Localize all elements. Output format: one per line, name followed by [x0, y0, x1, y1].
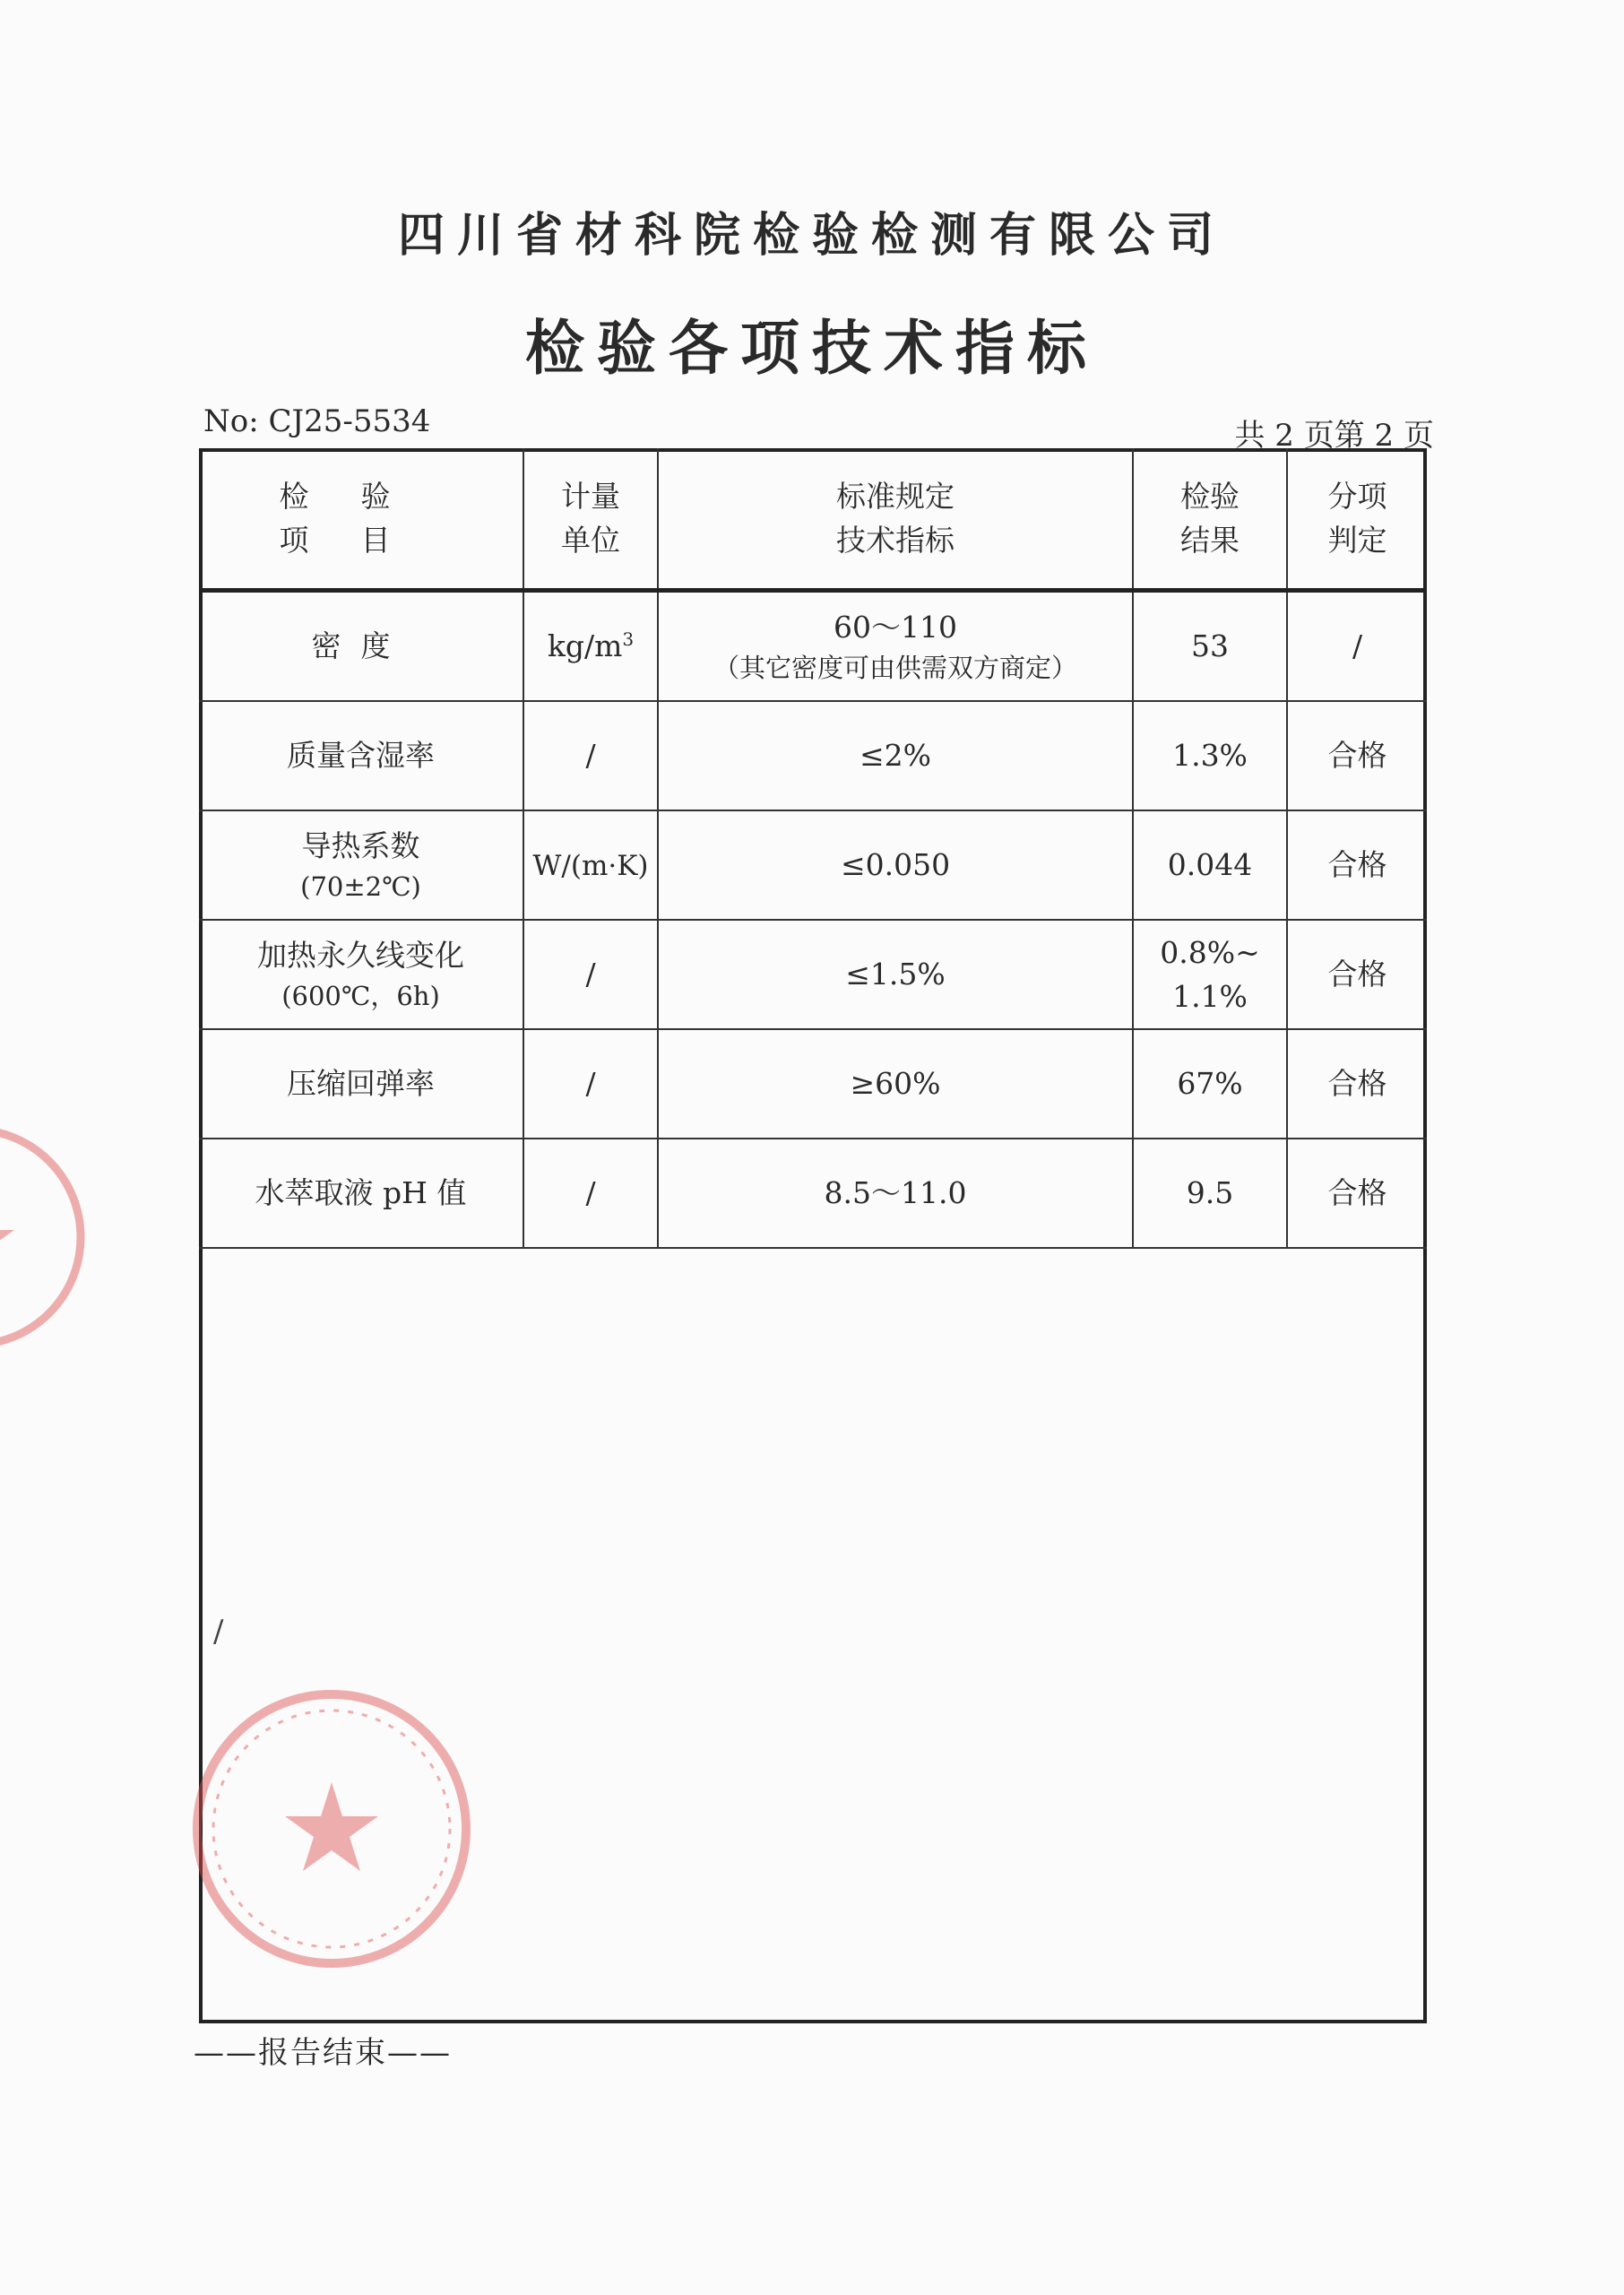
table-row [199, 701, 1427, 810]
spec-table [199, 448, 1427, 1249]
cell-result: 9.5 [1133, 1139, 1287, 1248]
cell-item: 质量含湿率 [199, 701, 523, 810]
cell-result: 1.3% [1133, 701, 1287, 810]
company-name: 四川省材科院检验检测有限公司 [397, 208, 1226, 263]
report-end-marker: ——报告结束—— [194, 2035, 452, 2071]
cell-judgement: / [1287, 591, 1427, 702]
page-indicator: 共 2 页第 2 页 [1234, 418, 1434, 454]
cell-item: 水萃取液 pH 值 [199, 1139, 523, 1248]
cell-spec: ≤1.5% [658, 920, 1133, 1029]
cell-unit: / [523, 920, 658, 1029]
cell-result: 0.044 [1133, 810, 1287, 920]
cell-judgement: 合格 [1287, 920, 1427, 1029]
document-title: 检验各项技术指标 [525, 313, 1099, 383]
cell-unit: / [523, 701, 658, 810]
star-seal-icon [0, 1103, 90, 1372]
header-item: 检验 项目 [199, 448, 523, 591]
cell-unit: $kg/m^3$ [523, 591, 658, 702]
table-row [199, 1139, 1427, 1248]
cell-spec: 8.5～11.0 [658, 1139, 1133, 1248]
cell-spec: 60～110 （其它密度可由供需双方商定） [658, 591, 1133, 702]
table-row [199, 591, 1427, 702]
table-header-row [199, 448, 1427, 591]
report-number: No: CJ25-5534 [203, 403, 431, 439]
header-unit: 计量 单位 [523, 448, 658, 591]
cell-spec: ≤2% [658, 701, 1133, 810]
cell-judgement: 合格 [1287, 1029, 1427, 1139]
cell-result: 67% [1133, 1029, 1287, 1139]
header-judgement: 分项 判定 [1287, 448, 1427, 591]
empty-area-mark: / [213, 1614, 224, 1650]
star-seal-icon [188, 1685, 475, 1972]
cell-judgement: 合格 [1287, 701, 1427, 810]
table-row [199, 1029, 1427, 1139]
table-row [199, 920, 1427, 1029]
cell-item: 压缩回弹率 [199, 1029, 523, 1139]
table-row [199, 810, 1427, 920]
cell-spec: ≥60% [658, 1029, 1133, 1139]
cell-item: 加热永久线变化 (600℃，6h) [199, 920, 523, 1029]
cell-item: 密度 [199, 591, 523, 702]
cell-item: 导热系数 (70±2℃) [199, 810, 523, 920]
header-spec: 标准规定 技术指标 [658, 448, 1133, 591]
cell-judgement: 合格 [1287, 810, 1427, 920]
cell-result: 53 [1133, 591, 1287, 702]
cell-unit: / [523, 1139, 658, 1248]
cell-result: 0.8%~ 1.1% [1133, 920, 1287, 1029]
cell-spec: ≤0.050 [658, 810, 1133, 920]
cell-unit: / [523, 1029, 658, 1139]
header-result: 检验 结果 [1133, 448, 1287, 591]
cell-judgement: 合格 [1287, 1139, 1427, 1248]
cell-unit: W/(m·K) [523, 810, 658, 920]
